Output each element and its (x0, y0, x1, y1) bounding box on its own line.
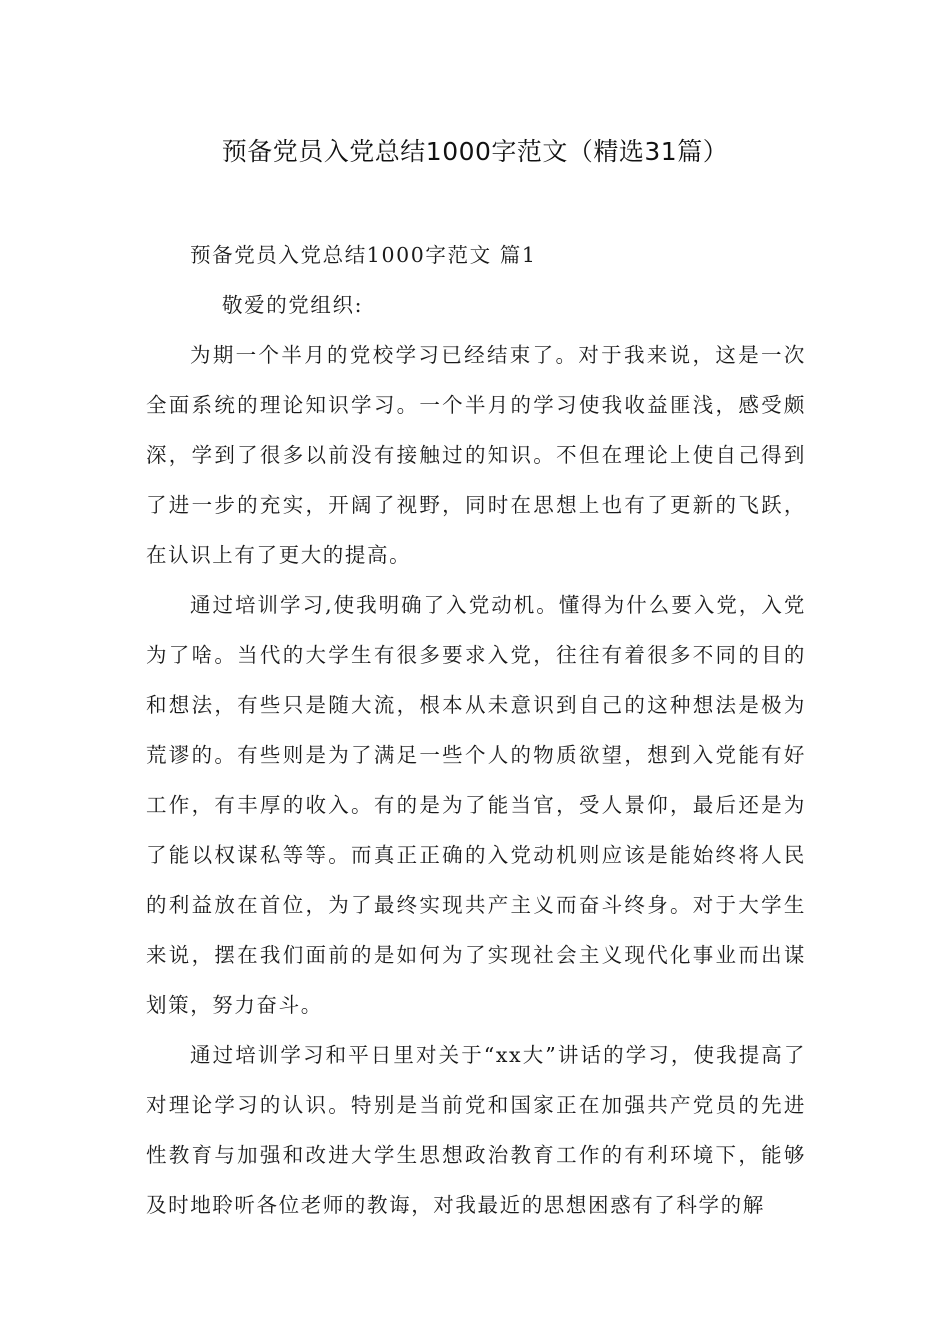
paragraph-1: 为期一个半月的党校学习已经结束了。对于我来说，这是一次全面系统的理论知识学习。一个半月的学习使我收益匪浅，感受颇深，学到了很多以前没有接触过的知识。不但在理论上使自己得到了进一步的充实，开阔了视野，同时在思想上也有了更新的飞跃，在认识上有了更大的提高。 (146, 343, 806, 567)
paragraph-2: 通过培训学习,使我明确了入党动机。懂得为什么要入党，入党为了啥。当代的大学生有很多要求入党，往往有着很多不同的目的和想法，有些只是随大流，根本从未意识到自己的这种想法是极为荒谬的。有些则是为了满足一些个人的物质欲望，想到入党能有好工作，有丰厚的收入。有的是为了能当官，受人景仰，最后还是为了能以权谋私等等。而真正正确的入党动机则应该是能始终将人民的利益放在首位，为了最终实现共产主义而奋斗终身。对于大学生来说，摆在我们面前的是如何为了实现社会主义现代化事业而出谋划策，努力奋斗。 (146, 593, 806, 1017)
salutation: 敬爱的党组织: (222, 293, 364, 317)
section-heading: 预备党员入党总结1000字范文 篇1 (190, 243, 537, 267)
document-title: 预备党员入党总结1000字范文（精选31篇） (221, 137, 729, 166)
document-body (146, 230, 806, 1230)
paragraph-3: 通过培训学习和平日里对关于“xx大”讲话的学习，使我提高了对理论学习的认识。特别是当前党和国家正在加强共产党员的先进性教育与加强和改进大学生思想政治教育工作的有利环境下，能够及时地聆听各位老师的教诲，对我最近的思想困惑有了科学的解 (146, 1043, 806, 1217)
